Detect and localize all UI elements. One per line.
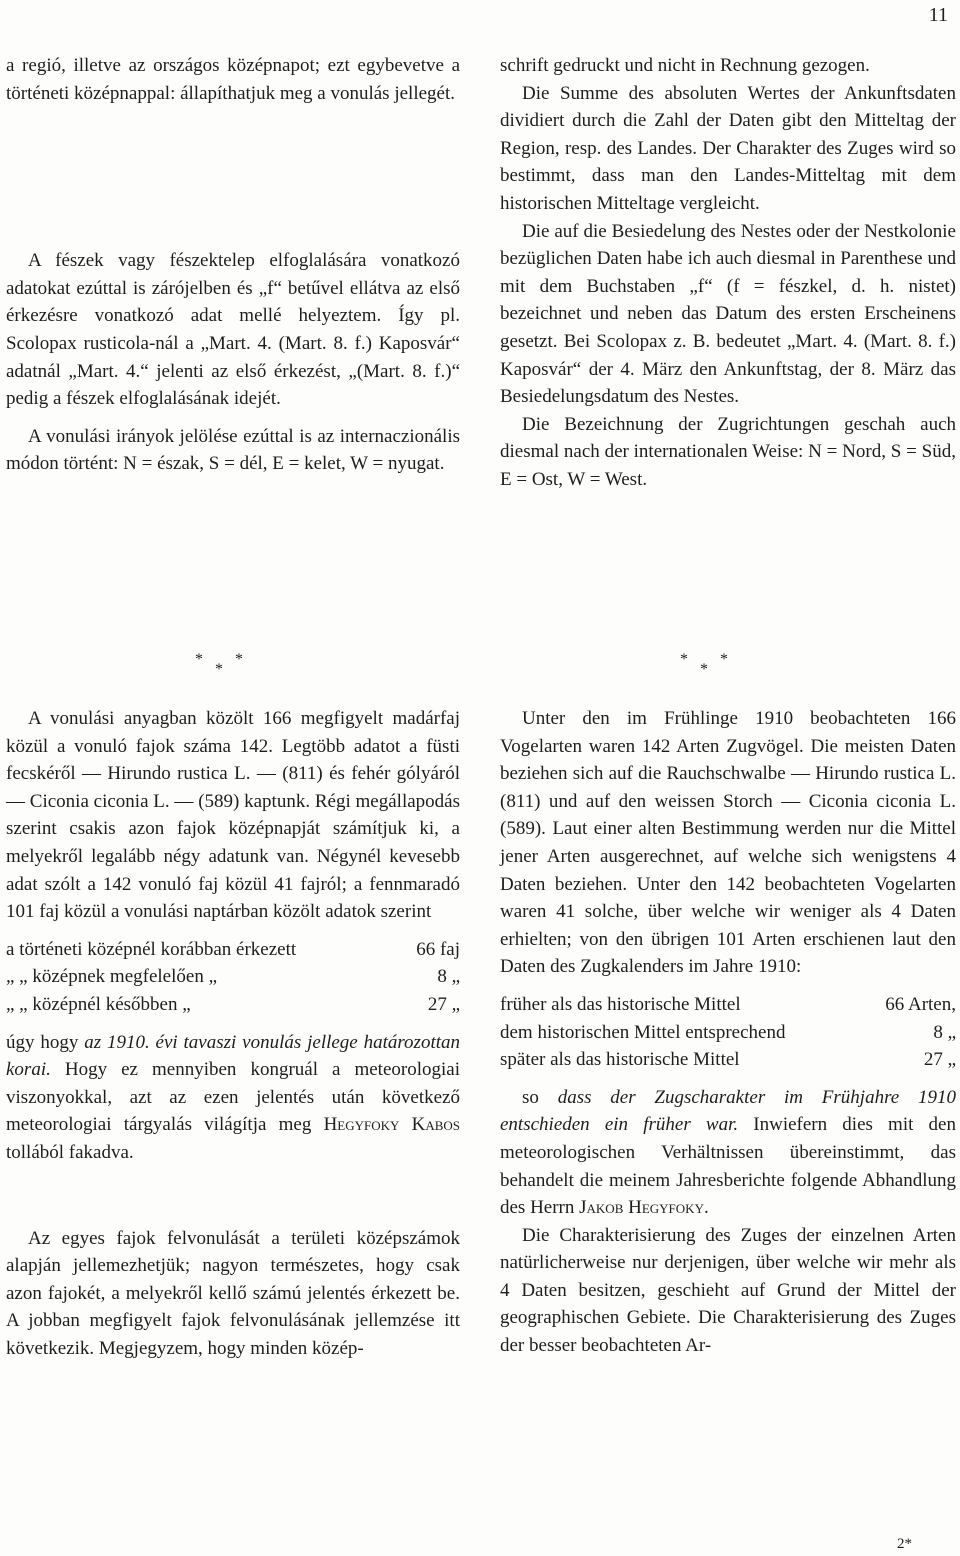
list-item bbox=[500, 1019, 956, 1047]
asterisk: * bbox=[680, 651, 688, 668]
list-item bbox=[500, 991, 956, 1019]
german-results-column bbox=[500, 705, 956, 1360]
list-item bbox=[6, 963, 460, 991]
list-unit: faj bbox=[439, 938, 460, 960]
list-label: früher als das historische Mittel bbox=[500, 993, 741, 1015]
paragraph: Die Charakterisierung des Zuges der einzelnen Arten natürlicherweise nur derjenigen, über welche wir mehr als 4 Daten besitzen, geschieht auf Grund der Mittel der geographischen Gebiete. Die Charakterisierung des Zuges der besser beobachteten Ar- bbox=[500, 1224, 956, 1357]
list-count: 66 Arten, bbox=[885, 993, 956, 1015]
paragraph: Die Summe des absoluten Wertes der Ankunftsdaten dividiert durch die Zahl der Daten gibt den Mitteltag der Region, resp. des Landes. Der Charakter des Zuges wird so bestimmt, dass man den Landes-Mitteltag mit dem historischen Mitteltage vergleicht. bbox=[500, 82, 956, 214]
list-count: 66 bbox=[416, 938, 436, 960]
paragraph: A vonulási irányok jelölése ezúttal is az internaczionális módon történt: N = észak, S = dél, E = kelet, W = nyugat. bbox=[6, 425, 460, 475]
hungarian-intro-column bbox=[6, 52, 460, 478]
hungarian-results-column bbox=[6, 705, 460, 1362]
paragraph: so dass der Zugscharakter im Frühjahre 1910 entschieden ein früher war. Inwiefern dies mit den meteorologischen Verhältnissen übereinstimmt, das behandelt die meinem Jahresberichte folgende Abhandlung des Herrn Jakob Hegyfoky. bbox=[500, 1086, 956, 1219]
list-label: später als das historische Mittel bbox=[500, 1049, 740, 1071]
list-item bbox=[500, 1046, 956, 1074]
paragraph: Unter den im Frühlinge 1910 beobachteten 166 Vogelarten waren 142 Arten Zugvögel. Die meisten Daten beziehen sich auf die Rauchschwalbe — Hirundo rustica L. (811) und auf den weissen Storch — Ciconia ciconia L. (589). Laut einer alten Bestimmung werden nur die Mittel jener Arten ausgerechnet, auf welche sich wenigstens 4 Daten beziehen. Unter den 142 beobachteten Vogelarten waren 41 solche, über welche wir weniger als 4 Daten erhielten; von den übrigen 101 Arten erschienen laut den Daten des Zugkalenders im Jahre 1910: bbox=[500, 708, 956, 978]
list-quote: „ „ bbox=[6, 993, 28, 1015]
asterisk: * bbox=[700, 661, 708, 678]
paragraph: schrift gedruckt und nicht in Rechnung gezogen. bbox=[500, 55, 870, 76]
list-label: történeti középnél korábban érkezett bbox=[19, 938, 297, 960]
list-count: 8 „ bbox=[933, 1021, 956, 1043]
emphasis: dass der Zugscharakter im Frühjahre 1910 entschieden ein früher war. bbox=[500, 1086, 956, 1136]
list-quote: a bbox=[6, 938, 15, 960]
list-label: középnél későbben „ bbox=[32, 993, 191, 1015]
list-count: 27 „ bbox=[923, 1049, 956, 1071]
asterisk: * bbox=[235, 651, 243, 668]
list-count: 27 bbox=[427, 993, 447, 1015]
list-quote: „ „ bbox=[6, 966, 28, 988]
asterisk: * bbox=[720, 651, 728, 668]
paragraph: A vonulási anyagban közölt 166 megfigyelt madárfaj közül a vonuló fajok száma 142. Legtöbb adatot a füsti fecskéről — Hirundo rustica L. — (811) és fehér gólyáról — Ciconia ciconia L. — (589) kaptunk. Régi megállapodás szerint csakis azon fajok középnapját számítjuk ki, a melyekről legalább négy adatunk van. Négynél kevesebb adat szólt a 142 vonuló faj közül 41 fajról; a fennmaradó 101 faj közül a vonulási naptárban közölt adatok szerint bbox=[6, 708, 460, 923]
asterisk: * bbox=[215, 661, 223, 678]
list-item bbox=[6, 936, 460, 964]
section-separator bbox=[195, 651, 243, 678]
paragraph: Die Bezeichnung der Zugrichtungen geschah auch diesmal nach der internationalen Weise: N = Nord, S = Süd, E = Ost, W = West. bbox=[500, 413, 956, 490]
author-name: Hegyfoky Kabos bbox=[323, 1114, 461, 1136]
list-unit: „ bbox=[451, 993, 460, 1015]
paragraph: úgy hogy az 1910. évi tavaszi vonulás jellege határozottan korai. Hogy ez mennyiben kongruál a meteorologiai viszonyokkal, azt az ezen jelentés után következő meteorologiai tárgyalás világítja meg Hegyfoky Kabos tollából fakadva. bbox=[6, 1031, 461, 1163]
list-label: középnek megfelelően „ bbox=[32, 966, 218, 988]
list-count: 8 bbox=[437, 966, 447, 988]
paragraph: Die auf die Besiedelung des Nestes oder der Nestkolonie bezüglichen Daten habe ich auch diesmal in Parenthese und mit dem Buchstaben „f“ (f = fészkel, d. h. nistet) bezeichnet und neben das Datum des ersten Erscheinens gesetzt. Bei Scolopax z. B. bedeutet „Mart. 4. (Mart. 8. f.) Kaposvár“ der 4. März den Ankunftstag, der 8. März das Besiedelungsdatum des Nestes. bbox=[500, 220, 956, 408]
emphasis: az 1910. évi tavaszi vonulás jellege határozottan korai. bbox=[6, 1031, 461, 1081]
list-label: dem historischen Mittel entsprechend bbox=[500, 1021, 786, 1043]
section-separator bbox=[680, 651, 728, 678]
paragraph: A fészek vagy fészektelep elfoglalására vonatkozó adatokat ezúttal is zárójelben és „f“ betűvel ellátva az első érkezésre vonatkozó adat mellé helyeztem. Így pl. Scolopax rusticola-nál a „Mart. 4. (Mart. 8. f.) Kaposvár“ adatnál „Mart. 4.“ jelenti az első érkezést, „(Mart. 8. f.)“ pedig a fészek elfoglalásának idejét. bbox=[6, 250, 460, 410]
paragraph: Az egyes fajok felvonulását a területi középszámok alapján jellemezhetjük; nagyon természetes, hogy csak azon fajokét, a melyekről kellő számú jelentés érkezett be. A jobban megfigyelt fajok felvonulásának jellemzése itt következik. Megjegyzem, hogy minden közép- bbox=[6, 1227, 460, 1359]
list-unit: „ bbox=[451, 966, 460, 988]
list-item bbox=[6, 991, 460, 1019]
page-number: 11 bbox=[928, 4, 948, 26]
author-name: Jakob Hegyfoky bbox=[579, 1197, 704, 1219]
printer-signature: 2* bbox=[897, 1536, 912, 1552]
german-intro-column bbox=[500, 52, 956, 494]
asterisk: * bbox=[195, 651, 203, 668]
paragraph: a regió, illetve az országos középnapot; ezt egybevetve a történeti középnappal: állapíthatjuk meg a vonulás jellegét. bbox=[6, 55, 460, 104]
